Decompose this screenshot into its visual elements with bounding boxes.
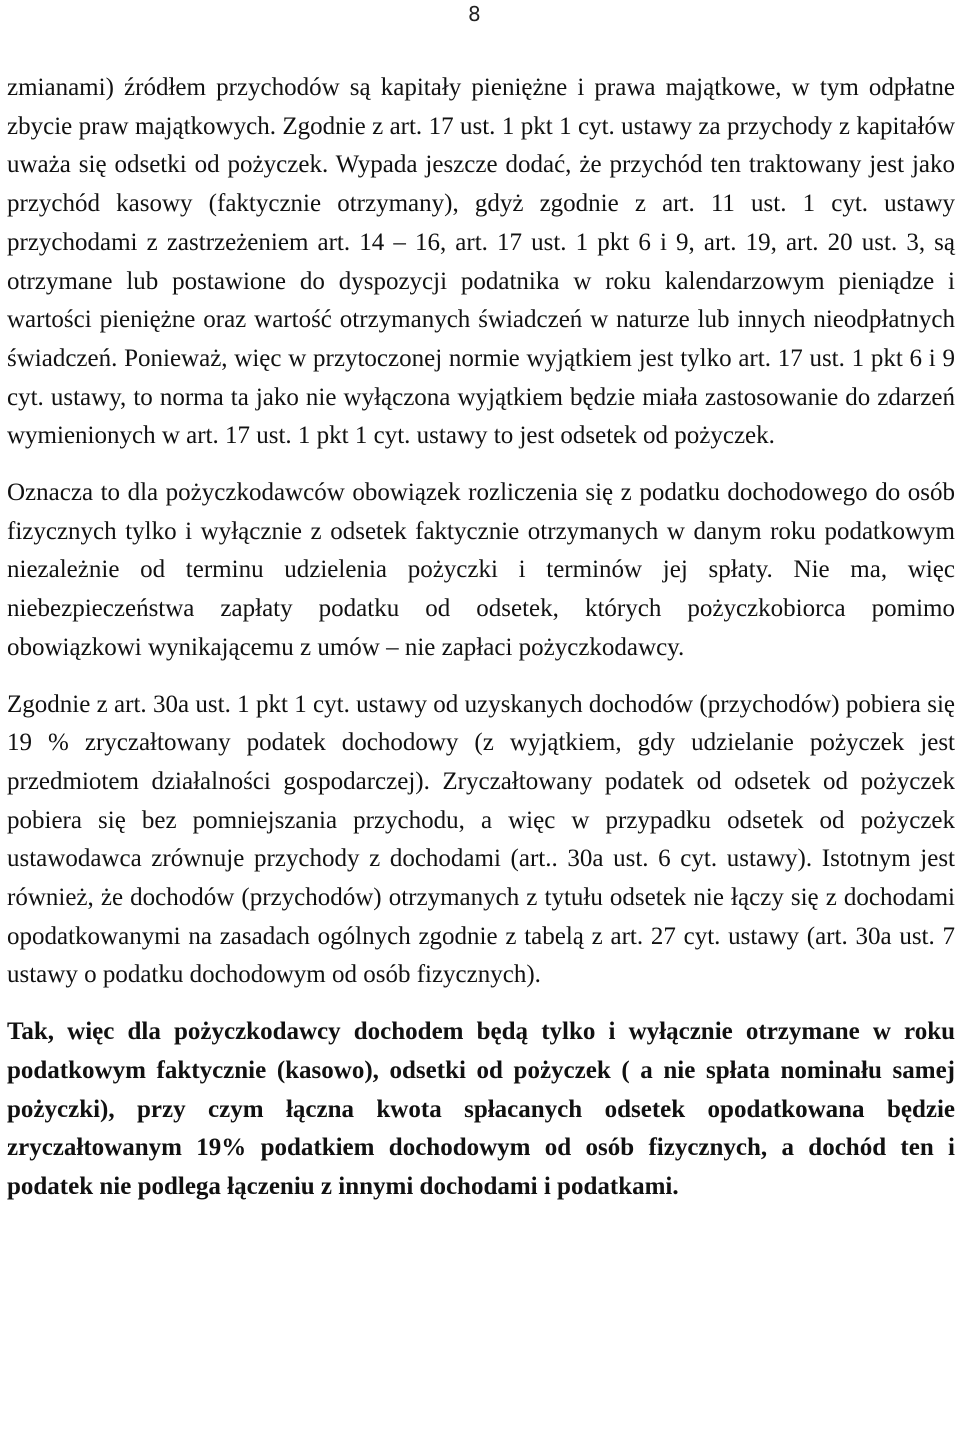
paragraph-lender-obligation: Oznacza to dla pożyczkodawców obowiązek rozliczenia się z podatku dochodowego do osób fizycznych tylko i wyłącznie z odsetek faktycznie otrzymanych w danym roku podatkowym niezależnie od terminu udzielenia pożyczki i terminów jej spłaty. Nie ma, więc niebezpieczeństwa zapłaty podatku od odsetek, których pożyczkobiorca pomimo obowiązkowi wynikającemu z umów – nie zapłaci pożyczkodawcy.: [7, 479, 955, 661]
paragraph-conclusion: Tak, więc dla pożyczkodawcy dochodem będą tylko i wyłącznie otrzymane w roku podatkowym faktycznie (kasowo), odsetki od pożyczek ( a nie spłata nominału samej pożyczki), przy czym łączna kwota spłacanych odsetek opodatkowana będzie zryczałtowanym 19% podatkiem dochodowym od osób fizycznych, a dochód ten i podatek nie podlega łączeniu z innymi dochodami i podatkami.: [7, 1018, 955, 1200]
paragraph-flat-rate-tax: Zgodnie z art. 30a ust. 1 pkt 1 cyt. ustawy od uzyskanych dochodów (przychodów) pobiera się 19 % zryczałtowany podatek dochodowy (z wyjątkiem, gdy udzielanie pożyczek jest przedmiotem działalności gospodarczej). Zryczałtowany podatek od odsetek od pożyczek pobiera się bez pomniejszania przychodu, a więc w przypadku odsetek od pożyczek ustawodawca zrównuje przychody z dochodami (art.. 30a ust. 6 cyt. ustawy). Istotnym jest również, że dochodów (przychodów) otrzymanych z tytułu odsetek nie łączy się z dochodami opodatkowanymi na zasadach ogólnych zgodnie z tabelą z art. 27 cyt. ustawy (art. 30a ust. 7 ustawy o podatku dochodowym od osób fizycznych).: [7, 690, 955, 989]
paragraph-interest-as-income: zmianami) źródłem przychodów są kapitały pieniężne i prawa majątkowe, w tym odpłatne zbycie praw majątkowych. Zgodnie z art. 17 ust. 1 pkt 1 cyt. ustawy za przychody z kapitałów uważa się odsetki od pożyczek. Wypada jeszcze dodać, że przychód ten traktowany jest jako przychód kasowy (faktycznie otrzymany), gdyż zgodnie z art. 11 ust. 1 cyt. ustawy przychodami z zastrzeżeniem art. 14 – 16, art. 17 ust. 1 pkt 6 i 9, art. 19, art. 20 ust. 3, są otrzymane lub postawione do dyspozycji podatnika w roku kalendarzowym pieniądze i wartości pieniężne oraz wartość otrzymanych świadczeń w naturze lub innych nieodpłatnych świadczeń. Ponieważ, więc w przytoczonej normie wyjątkiem jest tylko art. 17 ust. 1 pkt 6 i 9 cyt. ustawy, to norma ta jako nie wyłączona wyjątkiem będzie miała zastosowanie do zdarzeń wymienionych w art. 17 ust. 1 pkt 1 cyt. ustawy to jest odsetek od pożyczek.: [7, 74, 955, 450]
page-number: 8: [468, 2, 481, 26]
document-body: [7, 69, 955, 1207]
